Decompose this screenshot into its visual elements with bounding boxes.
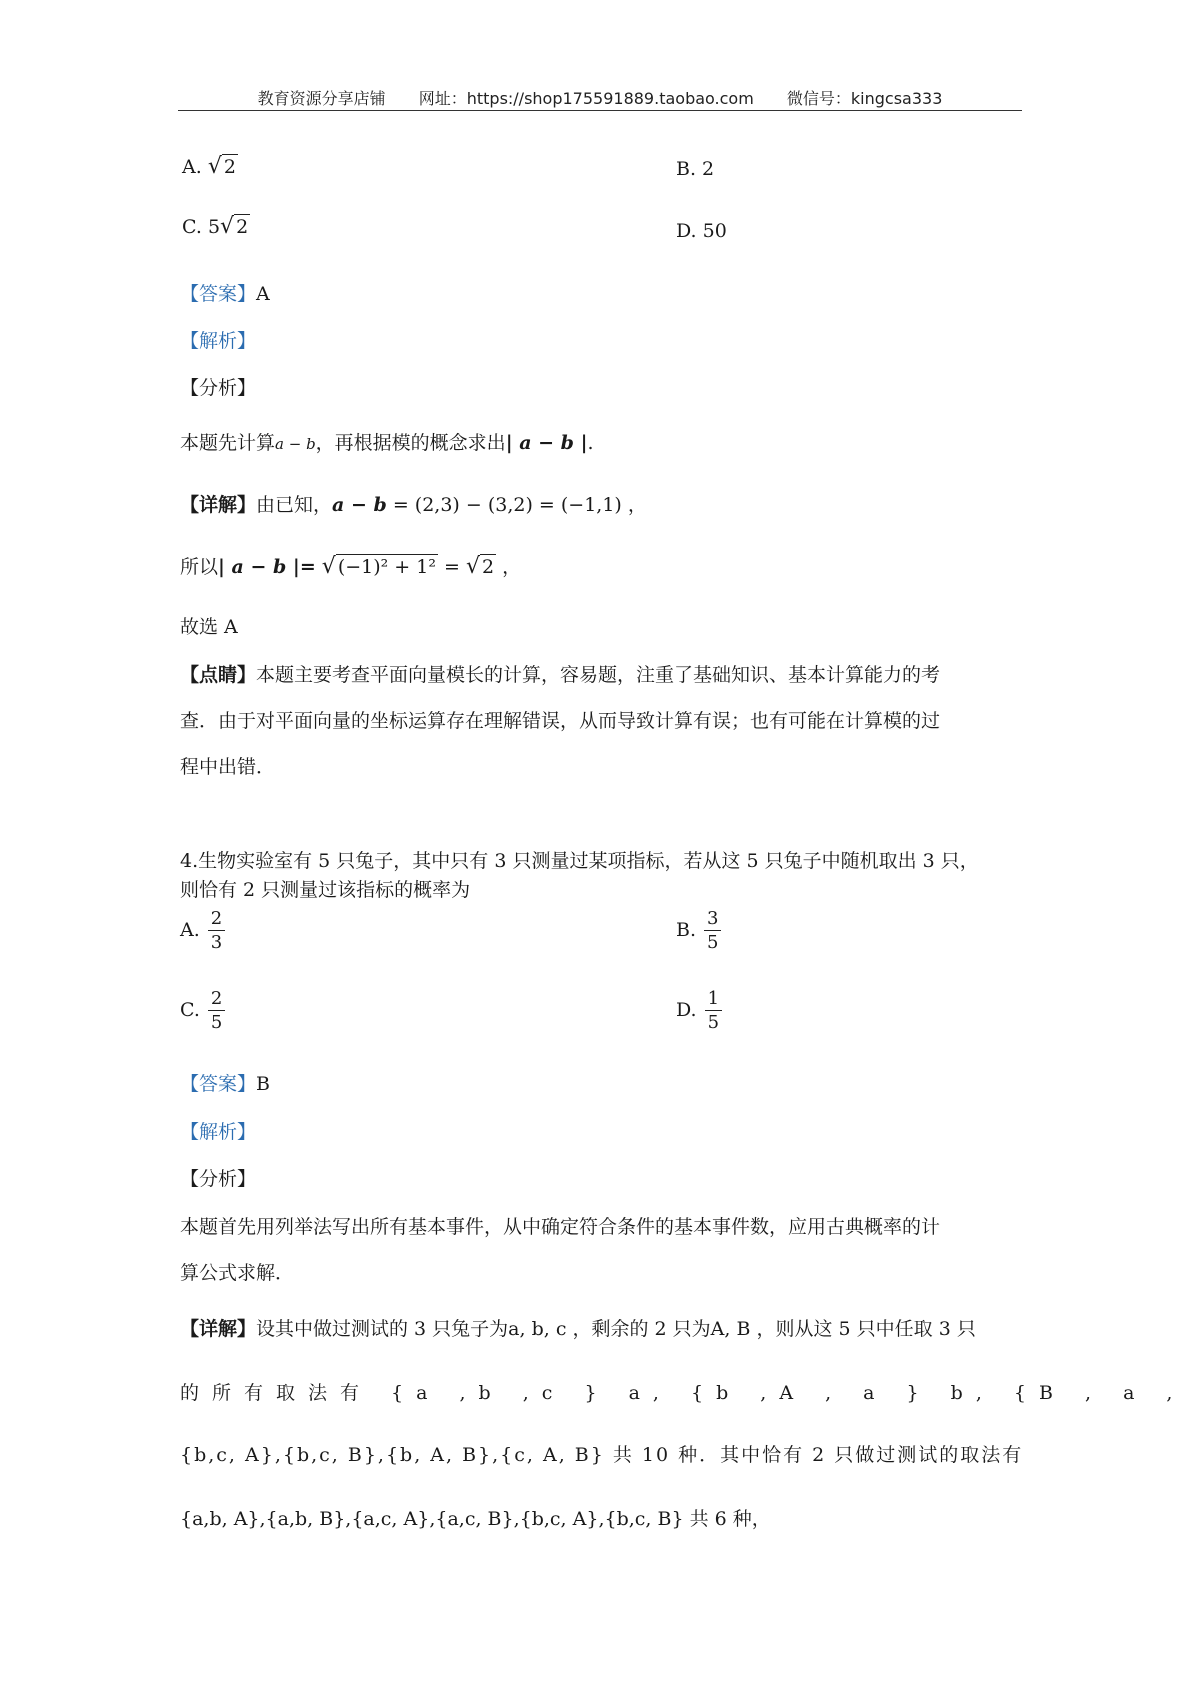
fraction: $\frac{2}{3}$ xyxy=(208,910,225,952)
q3-detail: 【详解】由已知，a − b = (2,3) − (3,2) = (−1,1) ， xyxy=(180,494,647,516)
q3-option-d: D. 50 xyxy=(676,220,727,242)
q4-fenxi-tag: 【分析】 xyxy=(180,1168,257,1190)
sqrt-symbol: √ 2 xyxy=(465,554,495,579)
q4-option-a: A. $\frac{2}{3}$ xyxy=(180,910,225,952)
q4-option-c: C. $\frac{2}{5}$ xyxy=(180,990,225,1032)
q4-fenxi-line1: 本题首先用列举法写出所有基本事件，从中确定符合条件的基本事件数，应用古典概率的计 xyxy=(180,1216,941,1238)
q4-option-b: B. $\frac{3}{5}$ xyxy=(676,910,721,952)
header-rule xyxy=(178,110,1022,111)
fraction: $\frac{3}{5}$ xyxy=(704,910,721,952)
header-wechat: 微信号：kingcsa333 xyxy=(786,89,943,108)
q4-stem-line1: 4.生物实验室有 5 只兔子，其中只有 3 只测量过某项指标，若从这 5 只兔子中随机取出 3 只， xyxy=(180,850,979,872)
q3-analysis-tag: 【解析】 xyxy=(180,330,257,352)
page-header xyxy=(0,86,1200,109)
q3-choose: 故选 A xyxy=(180,616,238,638)
q3-option-b: B. 2 xyxy=(676,158,715,180)
q4-detail-line2: 的所有取法有 {a ,b ,c } a, {b ,A , a } b, {B , a , xyxy=(180,1382,1186,1404)
q3-comment-line2: 查．由于对平面向量的坐标运算存在理解错误，从而导致计算有误；也有可能在计算模的过 xyxy=(180,710,941,732)
q4-answer: 【答案】B xyxy=(180,1073,270,1095)
q3-option-a: A. √ 2 xyxy=(182,154,236,179)
q3-answer: 【答案】A xyxy=(180,283,270,305)
q4-analysis-tag: 【解析】 xyxy=(180,1121,257,1143)
fraction: $\frac{2}{5}$ xyxy=(208,990,225,1032)
q3-fenxi-text: 本题先计算a − b，再根据模的概念求出| a − b |. xyxy=(180,432,594,454)
q3-so: 所以| a − b |= √ (−1)² + 1² = √ 2 ， xyxy=(180,554,522,579)
fraction: $\frac{1}{5}$ xyxy=(705,990,722,1032)
q3-fenxi-tag: 【分析】 xyxy=(180,377,257,399)
q4-detail-line1: 【详解】设其中做过测试的 3 只兔子为a, b, c ，剩余的 2 只为A, B ，则从这 5 只中任取 3 只 xyxy=(180,1318,976,1340)
sqrt-symbol: √ 2 xyxy=(220,214,249,239)
sqrt-symbol: √ (−1)² + 1² xyxy=(321,554,436,579)
header-site: 网址：https://shop175591889.taobao.com xyxy=(418,89,754,108)
q3-comment-line3: 程中出错． xyxy=(180,756,276,778)
q4-stem-line2: 则恰有 2 只测量过该指标的概率为 xyxy=(180,879,471,901)
header-shop: 教育资源分享店铺 xyxy=(257,89,386,108)
q4-detail-line4: {a,b, A},{a,b, B},{a,c, A},{a,c, B},{b,c, A},{b,c, B} 共 6 种， xyxy=(180,1508,771,1530)
q3-comment-line1: 【点睛】本题主要考查平面向量模长的计算，容易题，注重了基础知识、基本计算能力的考 xyxy=(180,664,941,686)
q4-detail-line3: {b,c, A},{b,c, B},{b, A, B},{c, A, B} 共 10 种．其中恰有 2 只做过测试的取法有 xyxy=(180,1444,1024,1466)
q4-fenxi-line2: 算公式求解． xyxy=(180,1262,295,1284)
sqrt-symbol: √ 2 xyxy=(207,154,236,179)
q3-option-c: C. 5√ 2 xyxy=(182,214,249,239)
q4-option-d: D. $\frac{1}{5}$ xyxy=(676,990,722,1032)
